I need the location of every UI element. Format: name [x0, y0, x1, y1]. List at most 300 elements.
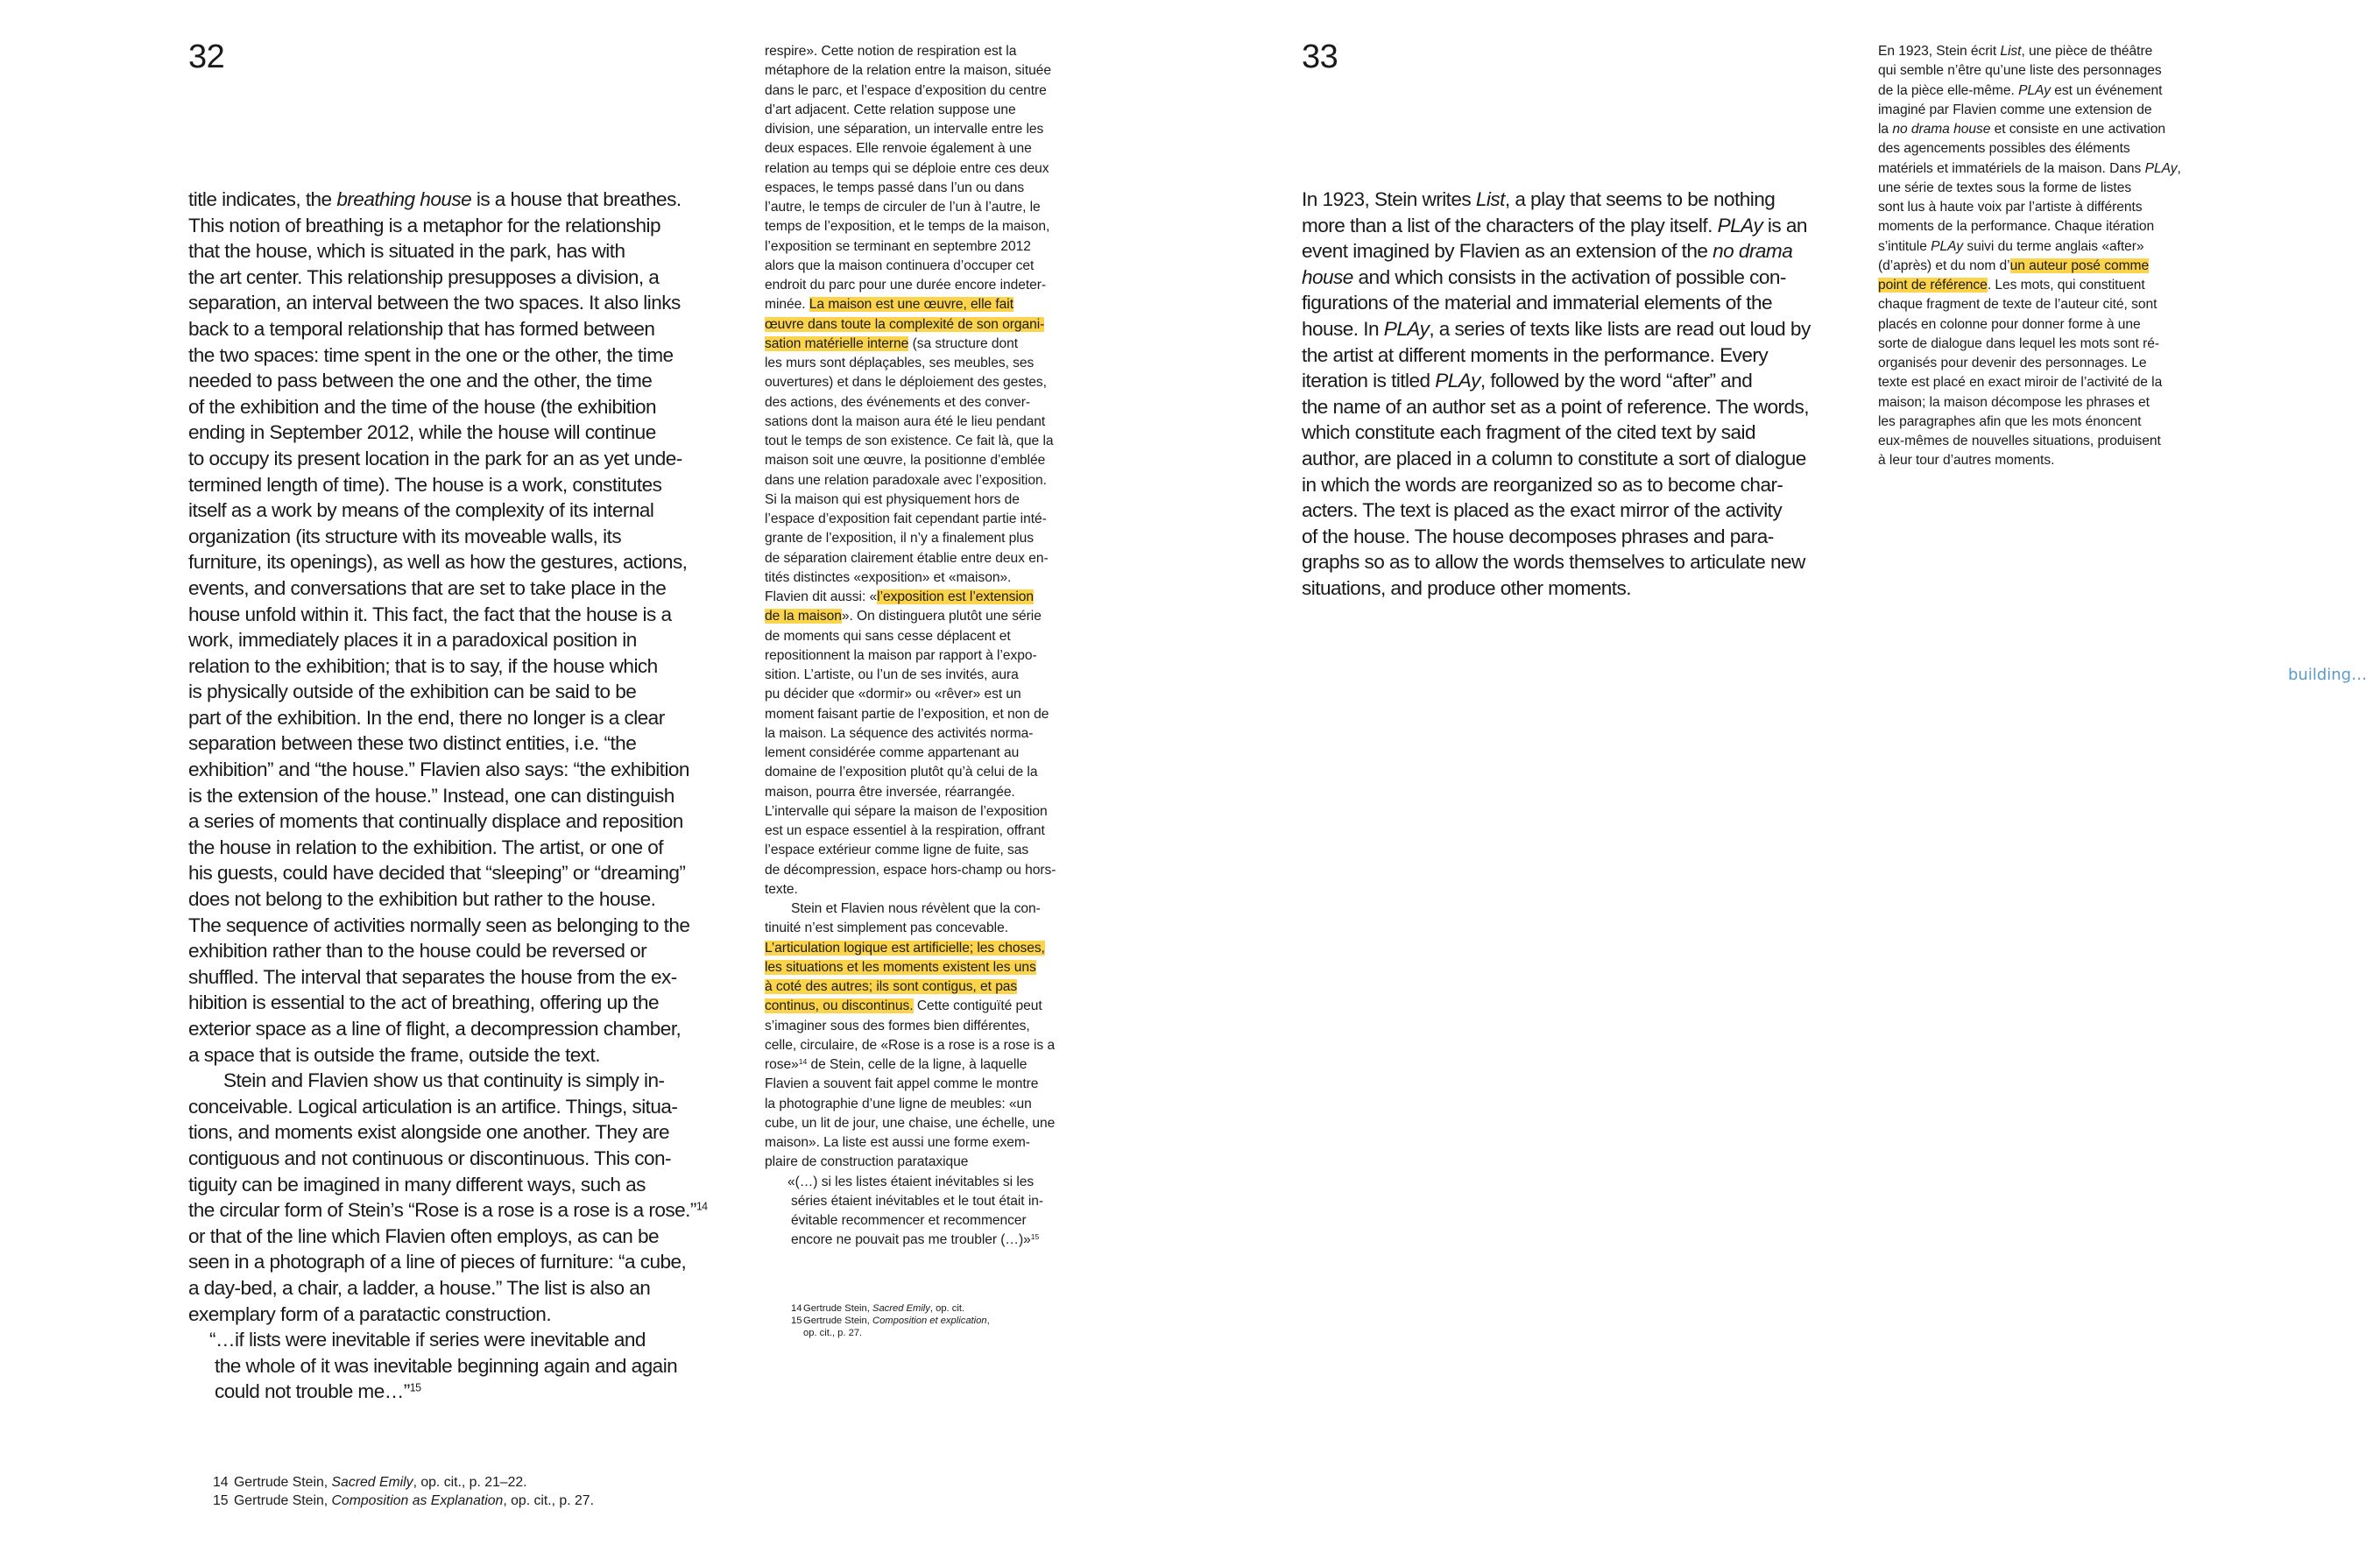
text-line — [1302, 290, 1811, 316]
text-run: separation, an interval between the two spaces. It also links — [188, 292, 681, 314]
text-run: is physically outside of the exhibition can be said to be — [188, 681, 637, 703]
text-run: temps de l’exposition, et le temps de la maison, — [765, 219, 1050, 235]
text-line — [1302, 472, 1811, 498]
text-run: his guests, could have decided that “sleeping” or “dreaming” — [188, 862, 686, 885]
italic-text: no drama — [1713, 240, 1793, 263]
text-run: maison». La liste est aussi une forme exem- — [765, 1135, 1030, 1150]
text-run: , a series of texts like lists are read out loud by — [1429, 317, 1811, 340]
text-line — [188, 394, 708, 420]
text-line — [1878, 217, 2181, 236]
text-run: shuffled. The interval that separates the house from the ex- — [188, 965, 677, 988]
footnote-number: 14 — [213, 1475, 229, 1490]
text-run: maison, pourra être inversée, réarrangée. — [765, 784, 1015, 800]
text-line — [188, 1172, 708, 1198]
text-line — [188, 757, 708, 783]
text-run: the name of an author set as a point of reference. The words, — [1302, 395, 1809, 418]
text-run: L’intervalle qui sépare la maison de l’exposition — [765, 803, 1048, 819]
text-line — [188, 783, 708, 809]
text-run: l’espace d’exposition fait cependant partie inté- — [765, 511, 1047, 526]
footnote-number: 15 — [213, 1493, 229, 1508]
text-run: could not trouble me…” — [215, 1380, 410, 1403]
text-run: of the exhibition and the time of the house (the exhibition — [188, 395, 657, 418]
text-line — [188, 524, 708, 550]
text-run: tités distinctes «exposition» et «maison». — [765, 569, 1012, 585]
text-line — [188, 886, 708, 913]
text-run: , op. cit., p. 21–22. — [413, 1475, 527, 1490]
text-line — [188, 990, 708, 1016]
text-line — [188, 265, 708, 291]
text-line — [765, 919, 1056, 938]
text-line — [1302, 394, 1811, 420]
italic-text: breathing house — [336, 188, 472, 210]
highlighted-text: continus, ou discontinus. — [765, 998, 914, 1014]
text-line — [1878, 315, 2181, 335]
highlighted-text: un auteur posé comme — [2009, 257, 2150, 273]
text-line — [188, 1379, 708, 1405]
text-line — [1878, 335, 2181, 354]
text-run: is the extension of the house.” Instead, one can distinguish — [188, 784, 674, 807]
text-run: grante de l’exposition, il n’y a finalement plus — [765, 531, 1035, 547]
text-run: and which consists in the activation of possible con- — [1352, 265, 1786, 288]
text-run: une série de textes sous la forme de listes — [1878, 180, 2132, 195]
text-line — [188, 1119, 708, 1146]
text-run: qui semble n’être qu’une liste des personnages — [1878, 63, 2162, 79]
text-line — [1878, 451, 2181, 470]
text-run: sont lus à haute voix par l’artiste à différents — [1878, 200, 2143, 215]
text-run: s’imaginer sous des formes bien différentes, — [765, 1018, 1030, 1033]
text-run: texte est placé en exact miroir de l’activité de la — [1878, 375, 2163, 391]
text-line — [765, 101, 1056, 120]
text-line — [765, 335, 1056, 354]
text-run: de la pièce elle-même. — [1878, 82, 2019, 98]
highlighted-text: point de référence — [1878, 278, 1988, 293]
text-run: placés en colonne pour donner forme à une — [1878, 316, 2141, 332]
text-run: the artist at different moments in the performance. Every — [1302, 343, 1769, 366]
text-line — [765, 413, 1056, 432]
text-run: , op. cit., p. 27. — [503, 1493, 594, 1508]
text-line — [188, 1068, 708, 1094]
text-run: plaire de construction parataxique — [765, 1154, 969, 1170]
highlighted-text: sation matérielle interne — [765, 335, 909, 351]
text-line — [765, 471, 1056, 490]
text-line — [188, 835, 708, 861]
text-run: encore ne pouvait pas me troubler (…)» — [791, 1232, 1031, 1248]
text-run: exhibition rather than to the house could be reversed or — [188, 940, 647, 963]
text-run: , op. cit. — [929, 1303, 965, 1314]
text-line — [765, 607, 1056, 626]
text-line — [188, 913, 708, 939]
text-run: (d’après) et du nom d’ — [1878, 257, 2010, 273]
text-line — [765, 1075, 1056, 1094]
text-line — [1878, 159, 2181, 179]
text-line — [1302, 213, 1811, 239]
text-line — [1878, 198, 2181, 217]
text-line — [765, 1153, 1056, 1172]
text-line — [765, 373, 1056, 392]
highlighted-text: les situations et les moments existent les uns — [765, 959, 1036, 975]
text-run: or that of the line which Flavien often employs, as can be — [188, 1224, 660, 1247]
text-run: d’art adjacent. Cette relation suppose une — [765, 102, 1016, 117]
text-run: Gertrude Stein, — [803, 1303, 872, 1314]
text-line — [765, 958, 1056, 977]
text-run: the art center. This relationship presupposes a division, a — [188, 265, 660, 288]
text-run: et consiste en une activation — [1990, 122, 2165, 137]
text-run: contiguous and not continuous or discontinuous. This con- — [188, 1146, 672, 1169]
text-run: in which the words are reorganized so as to become char- — [1302, 473, 1783, 496]
text-line — [1878, 61, 2181, 81]
text-line — [188, 1042, 708, 1069]
text-line — [188, 602, 708, 628]
text-run: exterior space as a line of flight, a decompression chamber, — [188, 1018, 682, 1040]
text-line — [765, 899, 1056, 919]
text-line — [765, 1192, 1056, 1211]
text-run: En 1923, Stein écrit — [1878, 44, 2001, 59]
text-run: maison; la maison décompose les phrases et — [1878, 394, 2150, 410]
footnote — [791, 1315, 990, 1327]
text-line — [765, 568, 1056, 588]
text-line — [188, 290, 708, 316]
text-run: The sequence of activities normally seen as belonging to the — [188, 914, 690, 936]
italic-text: PLAy — [1435, 370, 1480, 392]
text-line — [188, 420, 708, 446]
highlighted-text: L’articulation logique est artificielle; les choses, — [765, 940, 1045, 956]
text-line — [765, 841, 1056, 860]
text-line — [188, 238, 708, 265]
page-number: 32 — [188, 39, 225, 75]
text-line — [1878, 101, 2181, 120]
text-run: la — [1878, 122, 1893, 137]
text-line — [765, 1133, 1056, 1153]
text-line — [765, 627, 1056, 646]
text-line — [765, 802, 1056, 822]
text-run: chaque fragment de texte de l’auteur cité, sont — [1878, 297, 2158, 313]
text-run: a series of moments that continually displace and reposition — [188, 810, 683, 833]
text-run: des agencements possibles des éléments — [1878, 141, 2130, 157]
text-run: itself as a work by means of the complexity of its internal — [188, 499, 654, 522]
text-line — [188, 368, 708, 394]
text-run: s’intitule — [1878, 238, 1932, 254]
text-run: relation au temps qui se déploie entre ces deux — [765, 160, 1049, 176]
text-line — [765, 1036, 1056, 1055]
text-run: tiguity can be imagined in many different ways, such as — [188, 1173, 646, 1196]
text-line — [188, 497, 708, 524]
text-run: eux-mêmes de nouvelles situations, produisent — [1878, 434, 2161, 448]
text-line — [765, 1211, 1056, 1231]
text-run: , une pièce de théâtre — [2021, 44, 2153, 59]
text-line — [765, 939, 1056, 958]
text-run: seen in a photograph of a line of pieces of furniture: “a cube, — [188, 1251, 687, 1273]
text-run: de décompression, espace hors-champ ou hors- — [765, 862, 1056, 878]
italic-text: List — [1475, 188, 1505, 210]
text-line — [1878, 81, 2181, 101]
text-line — [765, 880, 1056, 899]
text-run: organisés pour devenir des personnages. Le — [1878, 356, 2147, 370]
highlighted-text: œuvre dans toute la complexité de son organi- — [765, 316, 1045, 332]
text-run: is a house that breathes. — [471, 188, 682, 210]
text-run: celle, circulaire, de «Rose is a rose is a rose is a — [765, 1037, 1056, 1053]
text-run: pu décider que «dormir» ou «rêver» est un — [765, 687, 1021, 702]
text-run: dans le parc, et l’espace d’exposition du centre — [765, 82, 1047, 98]
text-line — [765, 1114, 1056, 1133]
text-line — [765, 997, 1056, 1016]
text-line — [1302, 549, 1811, 575]
text-run: work, immediately places it in a paradoxical position in — [188, 629, 637, 652]
text-line — [765, 393, 1056, 413]
italic-text: house — [1302, 265, 1353, 288]
text-line — [188, 964, 708, 991]
text-line — [765, 295, 1056, 314]
text-run: Cette contiguïté peut — [913, 998, 1042, 1014]
text-line — [765, 159, 1056, 179]
text-run: de séparation clairement établie entre deux en- — [765, 550, 1049, 566]
text-run: lement considérée comme appartenant au — [765, 745, 1020, 760]
text-run: tinuité n’est simplement pas concevable. — [765, 921, 1008, 936]
text-line — [765, 120, 1056, 139]
text-line — [765, 1173, 1056, 1192]
text-run: , — [2177, 160, 2181, 176]
text-line — [1878, 373, 2181, 392]
text-line — [765, 1095, 1056, 1114]
text-run: Gertrude Stein, — [234, 1475, 332, 1490]
text-run: domaine de l’exposition plutôt qu’à celui de la — [765, 765, 1038, 780]
text-line — [1302, 497, 1811, 524]
text-run: Gertrude Stein, — [803, 1316, 872, 1327]
text-run: Si la maison qui est physiquement hors de — [765, 491, 1020, 507]
text-line — [765, 744, 1056, 763]
text-run: house. In — [1302, 317, 1384, 340]
text-run: ». On distinguera plutôt une série — [841, 609, 1042, 624]
text-line — [765, 217, 1056, 236]
text-line — [1302, 342, 1811, 369]
french-column-page-32 — [765, 42, 1056, 1251]
text-run: back to a temporal relationship that has formed between — [188, 317, 655, 340]
text-run: to occupy its present location in the park for an as yet unde- — [188, 447, 682, 469]
footnote-ref: 15 — [1030, 1232, 1040, 1242]
text-line — [1302, 316, 1811, 342]
text-line — [765, 451, 1056, 470]
text-line — [188, 187, 708, 213]
text-line — [1878, 432, 2181, 451]
text-run: imaginé par Flavien comme une extension de — [1878, 102, 2152, 117]
text-run: est un espace essentiel à la respiration, offrant — [765, 823, 1045, 838]
text-line — [765, 257, 1056, 276]
text-run: house unfold within it. This fact, the fact that the house is a — [188, 603, 672, 625]
text-line — [188, 1016, 708, 1042]
text-line — [188, 472, 708, 498]
text-run: conceivable. Logical articulation is an artifice. Things, situa- — [188, 1095, 678, 1118]
text-line — [188, 938, 708, 964]
text-line — [765, 354, 1056, 373]
text-line — [188, 1197, 708, 1224]
text-run: ending in September 2012, while the house will continue — [188, 421, 656, 444]
text-line — [1878, 120, 2181, 139]
text-line — [188, 575, 708, 602]
text-run: events, and conversations that are set to take place in the — [188, 576, 667, 599]
text-line — [1302, 368, 1811, 394]
text-line — [188, 860, 708, 886]
italic-text: PLAy — [1931, 238, 1964, 254]
english-column-page-32 — [188, 187, 708, 1405]
footnote-ref: 14 — [696, 1200, 708, 1213]
text-run: op. cit., p. 27. — [803, 1328, 863, 1339]
text-line — [765, 822, 1056, 841]
text-line — [188, 1327, 708, 1353]
text-line — [765, 666, 1056, 685]
text-line — [1878, 237, 2181, 257]
french-footnotes — [791, 1302, 990, 1340]
text-run: sations dont la maison aura été le lieu pendant — [765, 413, 1046, 429]
text-run: la maison. La séquence des activités norma- — [765, 725, 1034, 741]
text-line — [188, 705, 708, 731]
italic-text: Sacred Emily — [872, 1303, 930, 1314]
footnote — [213, 1473, 594, 1492]
text-line — [765, 237, 1056, 257]
footnote — [791, 1302, 990, 1315]
text-line — [188, 808, 708, 835]
text-line — [188, 627, 708, 653]
text-line — [1878, 139, 2181, 159]
text-run: séries étaient inévitables et le tout était in- — [791, 1193, 1044, 1209]
text-run: suivi du terme anglais «after» — [1963, 238, 2144, 254]
text-line — [188, 679, 708, 705]
text-line — [1302, 238, 1811, 265]
page-number: 33 — [1302, 39, 1338, 75]
text-line — [1878, 42, 2181, 61]
text-run: cube, un lit de jour, une chaise, une échelle, une — [765, 1115, 1056, 1131]
text-line — [1878, 276, 2181, 295]
text-run: In 1923, Stein writes — [1302, 188, 1476, 210]
text-run: graphs so as to allow the words themselves to articulate new — [1302, 551, 1805, 574]
text-run: maison soit une œuvre, la positionne d’emblée — [765, 453, 1046, 469]
text-run: ouvertures) et dans le déploiement des gestes, — [765, 375, 1047, 391]
text-run: exemplary form of a paratactic construction. — [188, 1302, 552, 1325]
text-line — [765, 61, 1056, 81]
text-run: «(…) si les listes étaient inévitables si les — [787, 1174, 1035, 1189]
italic-text: PLAy — [2018, 82, 2052, 98]
text-line — [1302, 265, 1811, 291]
text-run: hibition is essential to the act of breathing, offering up the — [188, 991, 659, 1014]
text-line — [188, 213, 708, 239]
footnote-number: 14 — [791, 1303, 802, 1314]
text-run: à leur tour d’autres moments. — [1878, 453, 2055, 469]
text-line — [1878, 354, 2181, 373]
text-run: the whole of it was inevitable beginning again and again — [215, 1354, 678, 1377]
text-run: the circular form of Stein’s “Rose is a rose is a rose is a rose.” — [188, 1199, 696, 1222]
text-line — [765, 977, 1056, 997]
text-run: des actions, des événements et des conver- — [765, 394, 1031, 410]
text-run: Gertrude Stein, — [234, 1493, 332, 1508]
text-run: iteration is titled — [1302, 370, 1436, 392]
text-line — [1302, 446, 1811, 472]
text-line — [765, 42, 1056, 61]
text-run: division, une séparation, un intervalle entre les — [765, 122, 1044, 137]
text-run: more than a list of the characters of the play itself. — [1302, 214, 1718, 236]
text-run: organization (its structure with its moveable walls, its — [188, 525, 622, 547]
text-run: tions, and moments exist alongside one another. They are — [188, 1121, 670, 1144]
footnote — [213, 1492, 594, 1510]
text-line — [765, 198, 1056, 217]
text-line — [765, 139, 1056, 159]
text-line — [1302, 187, 1811, 213]
text-run: , — [986, 1316, 990, 1327]
text-line — [765, 763, 1056, 782]
french-column-page-33 — [1878, 42, 2181, 471]
text-line — [188, 316, 708, 342]
text-run: évitable recommencer et recommencer — [791, 1213, 1027, 1228]
text-run: of the house. The house decomposes phrases and para- — [1302, 525, 1774, 547]
text-run: relation to the exhibition; that is to say, if the house which — [188, 654, 658, 677]
highlighted-text: à coté des autres; ils sont contigus, et pas — [765, 979, 1018, 994]
text-line — [1878, 295, 2181, 314]
text-line — [765, 1231, 1056, 1250]
text-line — [1302, 575, 1811, 602]
text-run: This notion of breathing is a metaphor for the relationship — [188, 214, 661, 236]
text-line — [765, 646, 1056, 666]
highlighted-text: de la maison — [765, 609, 842, 624]
text-line — [765, 432, 1056, 451]
english-footnotes — [213, 1473, 594, 1510]
text-line — [765, 510, 1056, 529]
italic-text: no drama house — [1892, 122, 1991, 137]
text-run: deux espaces. Elle renvoie également à une — [765, 141, 1032, 157]
loading-status: building… — [2288, 666, 2368, 684]
text-run: , a play that seems to be nothing — [1504, 188, 1776, 210]
italic-text: Composition as Explanation — [331, 1493, 504, 1508]
text-run: Stein and Flavien show us that continuity is simply in- — [223, 1069, 665, 1092]
text-line — [765, 81, 1056, 101]
italic-text: PLAy — [1383, 317, 1430, 340]
text-run: texte. — [765, 881, 798, 897]
italic-text: Composition et explication — [872, 1316, 987, 1327]
text-run: , followed by the word “after” and — [1480, 370, 1753, 392]
text-line — [765, 315, 1056, 335]
text-run: Stein et Flavien nous révèlent que la con- — [791, 901, 1041, 916]
footnote-number: 15 — [791, 1316, 802, 1327]
text-line — [188, 730, 708, 757]
text-run: a space that is outside the frame, outside the text. — [188, 1043, 601, 1066]
footnote-ref: 14 — [798, 1056, 808, 1066]
footnote — [791, 1327, 990, 1339]
text-line — [765, 861, 1056, 880]
text-run: . Les mots, qui constituent — [1987, 278, 2145, 293]
text-line — [188, 446, 708, 472]
text-run: de Stein, celle de la ligne, à laquelle — [807, 1057, 1028, 1072]
text-line — [765, 529, 1056, 548]
text-run: part of the exhibition. In the end, there no longer is a clear — [188, 706, 665, 729]
text-run: exhibition” and “the house.” Flavien also says: “the exhibition — [188, 758, 689, 781]
highlighted-text: l’exposition est l’extension — [877, 589, 1035, 604]
text-run: the two spaces: time spent in the one or the other, the time — [188, 343, 674, 366]
text-run: figurations of the material and immaterial elements of the — [1302, 292, 1772, 314]
text-run: espaces, le temps passé dans l’un ou dans — [765, 180, 1025, 195]
text-run: métaphore de la relation entre la maison, située — [765, 63, 1051, 79]
highlighted-text: La maison est une œuvre, elle fait — [809, 297, 1013, 313]
text-run: “…if lists were inevitable if series were inevitable and — [209, 1329, 646, 1351]
text-line — [188, 1353, 708, 1379]
text-run: a day-bed, a chair, a ladder, a house.” The list is also an — [188, 1276, 651, 1299]
text-run: minée. — [765, 297, 809, 313]
english-column-page-33 — [1302, 187, 1811, 602]
text-line — [765, 685, 1056, 704]
text-run: sorte de dialogue dans lequel les mots sont ré- — [1878, 335, 2159, 351]
text-line — [765, 724, 1056, 744]
text-run: which constitute each fragment of the cited text by said — [1302, 421, 1756, 444]
text-line — [1878, 257, 2181, 276]
footnote-ref: 15 — [409, 1381, 421, 1394]
text-line — [765, 705, 1056, 724]
text-run: separation between these two distinct entities, i.e. “the — [188, 732, 637, 755]
text-line — [188, 1094, 708, 1120]
